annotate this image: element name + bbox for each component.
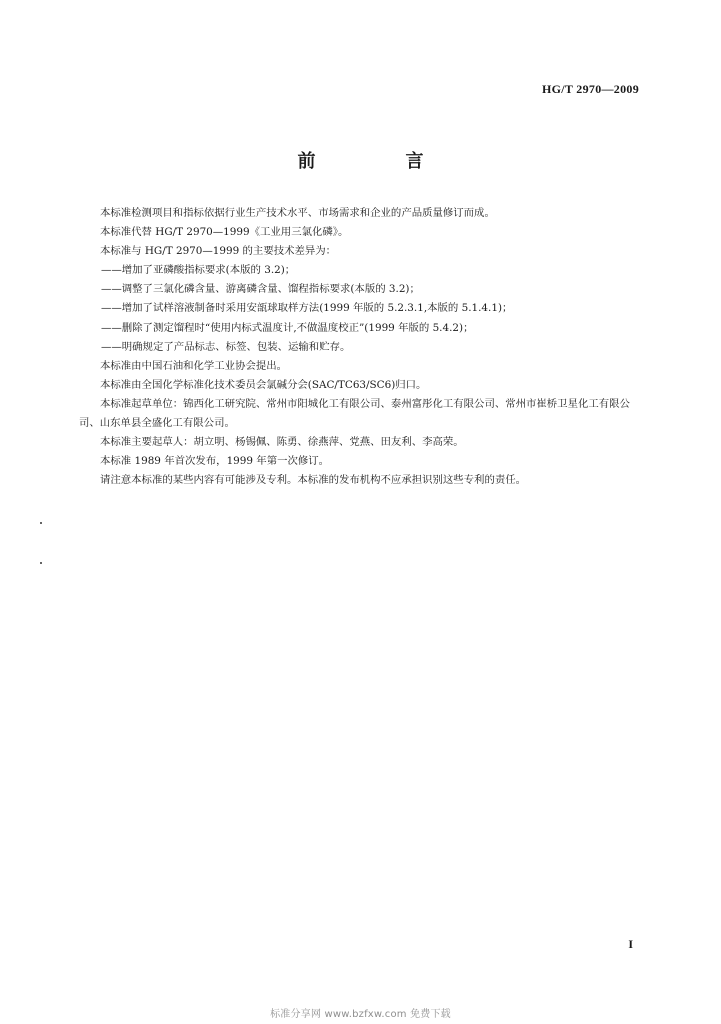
paragraph-patent-notice: 请注意本标准的某些内容有可能涉及专利。本标准的发布机构不应承担识别这些专利的责任。 [100, 474, 527, 487]
list-item-difference: ——明确规定了产品标志、标签、包装、运输和贮存。 [101, 340, 351, 353]
paragraph-centralized-by: 本标准由全国化学标准化技术委员会氯碱分会(SAC/TC63/SC6)归口。 [100, 378, 427, 391]
list-item-difference: ——增加了亚磷酸指标要求(本版的 3.2)； [101, 264, 296, 277]
page-number: I [628, 937, 633, 951]
list-item-difference: ——删除了测定馏程时“使用内标式温度计,不做温度校正”(1999 年版的 5.4.2)； [101, 321, 474, 334]
paragraph-revision-basis: 本标准检测项目和指标依据行业生产技术水平、市场需求和企业的产品质量修订而成。 [100, 207, 495, 219]
paragraph-publication-history: 本标准 1989 年首次发布，1999 年第一次修订。 [100, 455, 330, 468]
watermark-footer: 标准分享网 www.bzfxw.com 免费下载 [270, 1009, 451, 1020]
foreword-body [79, 204, 634, 490]
list-item-difference: ——调整了三氯化磷含量、游离磷含量、馏程指标要求(本版的 3.2)； [101, 283, 420, 296]
paragraph-main-drafters: 本标准主要起草人：胡立明、杨锡佩、陈勇、徐燕萍、党燕、田友利、李高荣。 [100, 436, 464, 449]
page-title: 前 言 [297, 151, 460, 172]
paragraph-replaces: 本标准代替 HG/T 2970—1999《工业用三氯化磷》。 [100, 226, 349, 239]
scan-speck [40, 562, 42, 564]
document-code: HG/T 2970—2009 [542, 82, 639, 96]
paragraph-drafting-units: 本标准起草单位：锦西化工研究院、常州市阳城化工有限公司、泰州富彤化工有限公司、常州市崔桥卫星化工有限公司、山东单县全盛化工有限公司。 [79, 397, 630, 430]
list-item-difference: ——增加了试样溶液制备时采用安瓿球取样方法(1999 年版的 5.2.3.1,本版的 5.1.4.1)； [101, 302, 513, 315]
paragraph-proposed-by: 本标准由中国石油和化学工业协会提出。 [100, 359, 288, 372]
scan-speck [40, 522, 42, 524]
paragraph-differences-intro: 本标准与 HG/T 2970—1999 的主要技术差异为： [100, 245, 337, 258]
